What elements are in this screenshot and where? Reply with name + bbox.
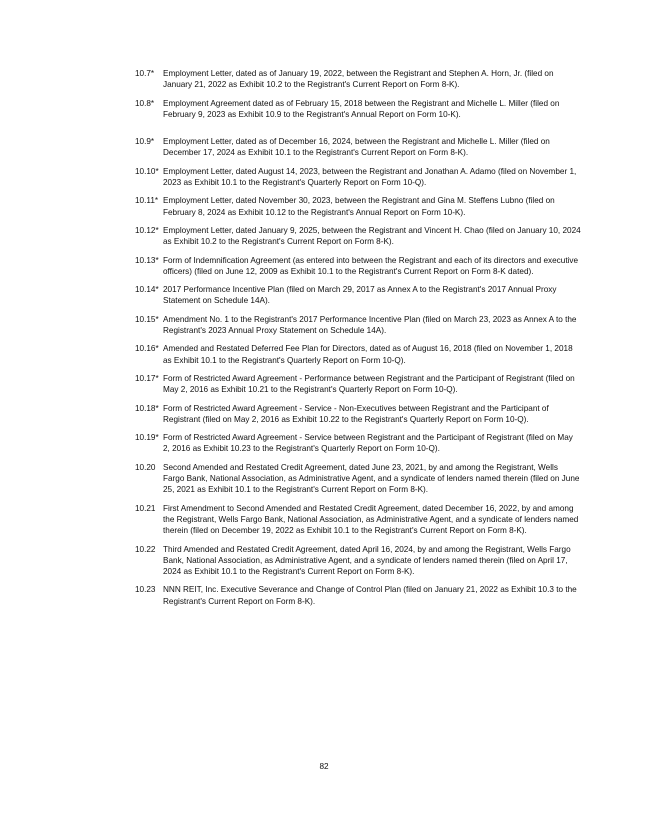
exhibit-description: Employment Letter, dated November 30, 2023, between the Registrant and Gina M. Steffens Lubno (filed on February 8, 2024 as Exhibit 10.12 to the Registrant's Annual Report on Form 10-K). [163,196,555,217]
exhibit-description: Form of Restricted Award Agreement - Performance between Registrant and the Participant of Registrant (filed on May 2, 2016 as Exhibit 10.21 to the Registrant's Quarterly Report on Form 10-Q). [163,373,575,395]
exhibit-description: Third Amended and Restated Credit Agreement, dated April 16, 2024, by and among the Registrant, Wells Fargo Bank, National Association, as Administrative Agent, and a syndicate of lenders named therein (filed on April 17, 2024 as Exhibit 10.1 to the Registrant's Current Report on Form 8-K). [163,544,571,577]
exhibit-item [135,166,581,189]
exhibit-number: 10.11* [135,196,159,206]
exhibit-number: 10.22 [135,544,156,554]
exhibit-item [135,68,581,91]
exhibit-item [135,255,581,278]
exhibit-description: Employment Letter, dated as of December 16, 2024, between the Registrant and Michelle L. Miller (filed on December 17, 2024 as Exhibit 10.1 to the Registrant's Current Report on Form 8-K). [163,137,550,158]
exhibit-item [135,98,581,121]
exhibit-item [135,462,581,496]
exhibit-description: Form of Indemnification Agreement (as entered into between the Registrant and each of its directors and executive officers) (filed on June 12, 2009 as Exhibit 10.1 to the Registrant's Current Report on Form 8-K dated). [163,255,579,276]
exhibit-item [135,284,581,307]
exhibit-description: Form of Restricted Award Agreement - Service between Registrant and the Participant of Registrant (filed on May 2, 2016 as Exhibit 10.23 to the Registrant's Quarterly Report on Form 10-Q). [163,433,573,454]
exhibit-description: First Amendment to Second Amended and Restated Credit Agreement, dated December 16, 2022, by and among the Registrant, Wells Fargo Bank, National Association, as Administrative Agent, and a syndicate of lenders named therein (filed on December 19, 2022 as Exhibit 10.1 to the Registrant's Current Report on Form 8-K). [163,503,579,536]
exhibit-number: 10.15* [135,314,159,324]
exhibit-description: 2017 Performance Incentive Plan (filed on March 29, 2017 as Annex A to the Registrant's 2017 Annual Proxy Statement on Schedule 14A). [163,285,557,306]
exhibit-description: Employment Letter, dated August 14, 2023, between the Registrant and Jonathan A. Adamo (filed on November 1, 2023 as Exhibit 10.1 to the Registrant's Quarterly Report on Form 10-Q). [163,166,577,188]
exhibit-description: Employment Letter, dated January 9, 2025, between the Registrant and Vincent H. Chao (filed on January 10, 2024 as Exhibit 10.2 to the Registrant's Current Report on Form 8-K). [163,225,581,247]
exhibit-description: Amendment No. 1 to the Registrant's 2017 Performance Incentive Plan (filed on March 23, 2023 as Annex A to the Registrant's 2023 Annual Proxy Statement on Schedule 14A). [163,314,577,336]
exhibit-description: Form of Restricted Award Agreement - Service - Non-Executives between Registrant and the Participant of Registrant (filed on May 2, 2016 as Exhibit 10.22 to the Registrant's Quarterly Report on Form 10-Q). [163,403,549,424]
exhibit-number: 10.14* [135,285,159,295]
exhibit-number: 10.21 [135,503,156,513]
exhibit-item [135,403,581,426]
exhibit-number: 10.12* [135,225,159,235]
page-number: 82 [319,762,329,771]
exhibit-description: Second Amended and Restated Credit Agreement, dated June 23, 2021, by and among the Registrant, Wells Fargo Bank, National Association, as Administrative Agent, and a syndicate of lenders named therein (filed on June 25, 2021 as Exhibit 10.1 to the Registrant's Current Report on Form 8-K). [163,462,580,495]
exhibit-item [135,195,581,218]
exhibit-description: Employment Agreement dated as of February 15, 2018 between the Registrant and Michelle L. Miller (filed on February 9, 2023 as Exhibit 10.9 to the Registrant's Annual Report on Form 10-K). [163,98,560,119]
exhibit-number: 10.16* [135,344,159,354]
exhibit-number: 10.18* [135,403,159,413]
exhibit-number: 10.23 [135,585,156,595]
exhibit-item [135,432,581,455]
exhibit-item [135,503,581,537]
exhibit-number: 10.20 [135,462,156,472]
exhibit-number: 10.17* [135,373,159,383]
exhibit-description: Amended and Restated Deferred Fee Plan for Directors, dated as of August 16, 2018 (filed on November 1, 2018 as Exhibit 10.1 to the Registrant's Quarterly Report on Form 10-Q). [163,344,573,365]
exhibit-item [135,225,581,248]
exhibit-item [135,136,581,159]
exhibit-item [135,373,581,396]
exhibit-number: 10.9* [135,137,155,147]
exhibit-number: 10.8* [135,98,155,108]
exhibit-number: 10.10* [135,166,159,176]
exhibit-number: 10.13* [135,255,159,265]
exhibit-description: Employment Letter, dated as of January 19, 2022, between the Registrant and Stephen A. Horn, Jr. (filed on January 21, 2022 as Exhibit 10.2 to the Registrant's Current Report on Form 8-K). [163,69,554,90]
exhibit-item [135,584,581,607]
exhibit-item [135,314,581,337]
exhibit-number: 10.7* [135,69,155,78]
exhibit-item [135,544,581,578]
exhibit-list [135,68,581,614]
exhibit-number: 10.19* [135,433,159,443]
exhibit-description: NNN REIT, Inc. Executive Severance and Change of Control Plan (filed on January 21, 2022 as Exhibit 10.3 to the Registrant's Current Report on Form 8-K). [163,585,577,606]
exhibit-item [135,343,581,366]
